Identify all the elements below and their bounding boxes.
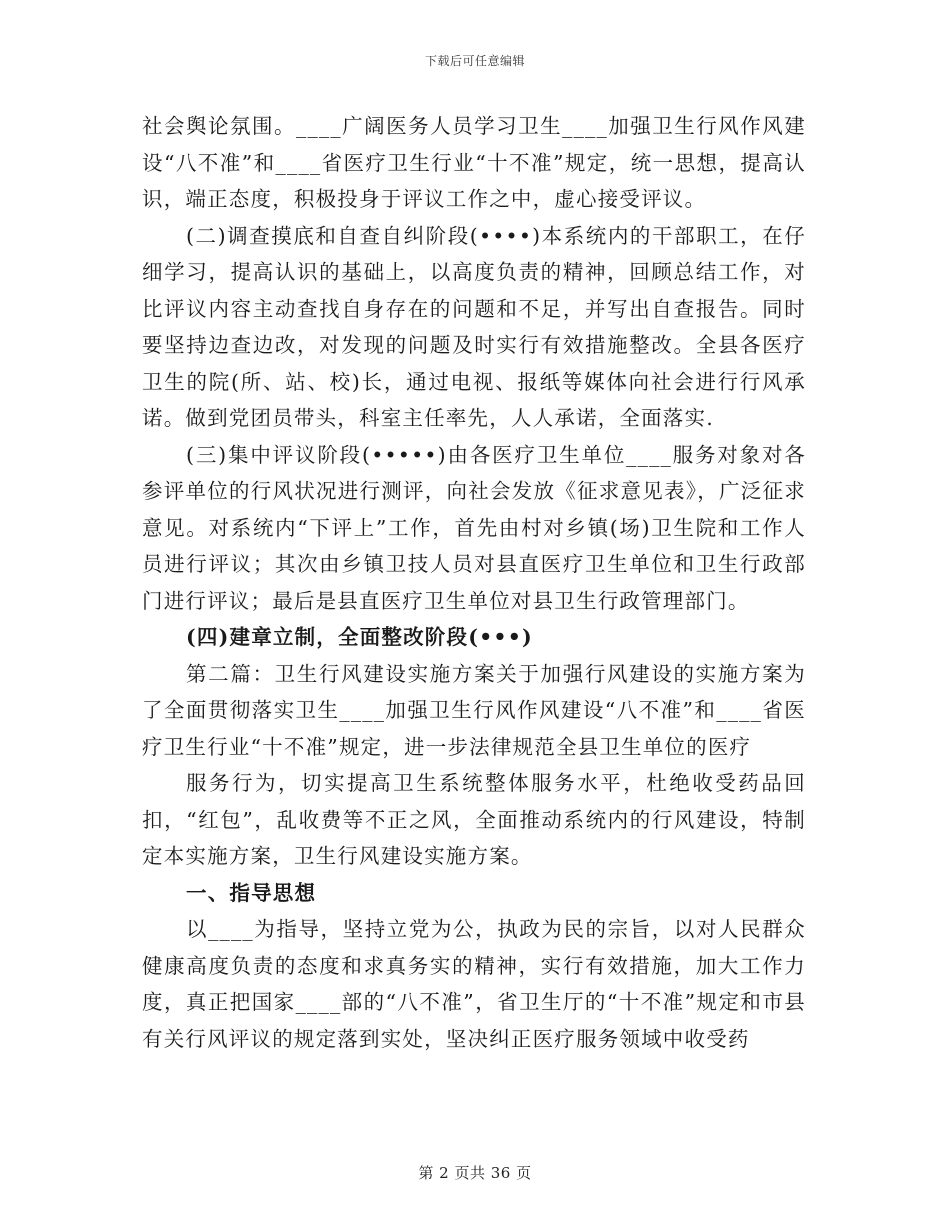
paragraph-2: (二)调查摸底和自查自纠阶段(••••)本系统内的干部职工，在仔细学习，提高认识的基础上，以高度负责的精神，回顾总结工作，对比评议内容主动查找自身存在的问题和不足，并写出自查报告。同时要坚持边查边改，对发现的问题及时实行有效措施整改。全县各医疗卫生的院(所、站、校)长，通过电视、报纸等媒体向社会进行行风承诺。做到党团员带头，科室主任率先，人人承诺，全面落实. [142,223,806,430]
paragraph-3: (三)集中评议阶段(•••••)由各医疗卫生单位____服务对象对各参评单位的行风状况进行测评，向社会发放《征求意见表》，广泛征求意见。对系统内“下评上”工作，首先由村对乡镇(场)卫生院和工作人员进行评议；其次由乡镇卫技人员对县直医疗卫生单位和卫生行政部门进行评议；最后是县直医疗卫生单位对县卫生行政管理部门。 [142,442,806,613]
paragraph-1: 社会舆论氛围。____广阔医务人员学习卫生____加强卫生行风作风建设“八不准”和____省医疗卫生行业“十不准”规定，统一思想，提高认识，端正态度，积极投身于评议工作之中，虚心接受评议。 [142,114,806,211]
paragraph-5: 第二篇：卫生行风建设实施方案关于加强行风建设的实施方案为了全面贯彻落实卫生____加强卫生行风作风建设“八不准”和____省医疗卫生行业“十不准”规定，进一步法律规范全县卫生单位的医疗 [142,661,806,759]
page-header: 下载后可任意编辑 [424,54,525,68]
section-heading-guiding-thought: 一、指导思想 [186,880,317,905]
section-heading-4: (四)建章立制，全面整改阶段(•••) [186,625,533,649]
document-body [142,108,806,1057]
page-footer: 第 2 页共 36 页 [418,1164,532,1182]
paragraph-8: 以____为指导，坚持立党为公，执政为民的宗旨，以对人民群众健康高度负责的态度和求真务实的精神，实行有效措施，加大工作力度，真正把国家____部的“八不准”，省卫生厅的“十不准”规定和市县有关行风评议的规定落到实处，坚决纠正医疗服务领域中收受药 [142,917,806,1051]
paragraph-6: 服务行为，切实提高卫生系统整体服务水平，杜绝收受药品回扣，“红包”，乱收费等不正之风，全面推动系统内的行风建设，特制定本实施方案，卫生行风建设实施方案。 [142,771,806,868]
